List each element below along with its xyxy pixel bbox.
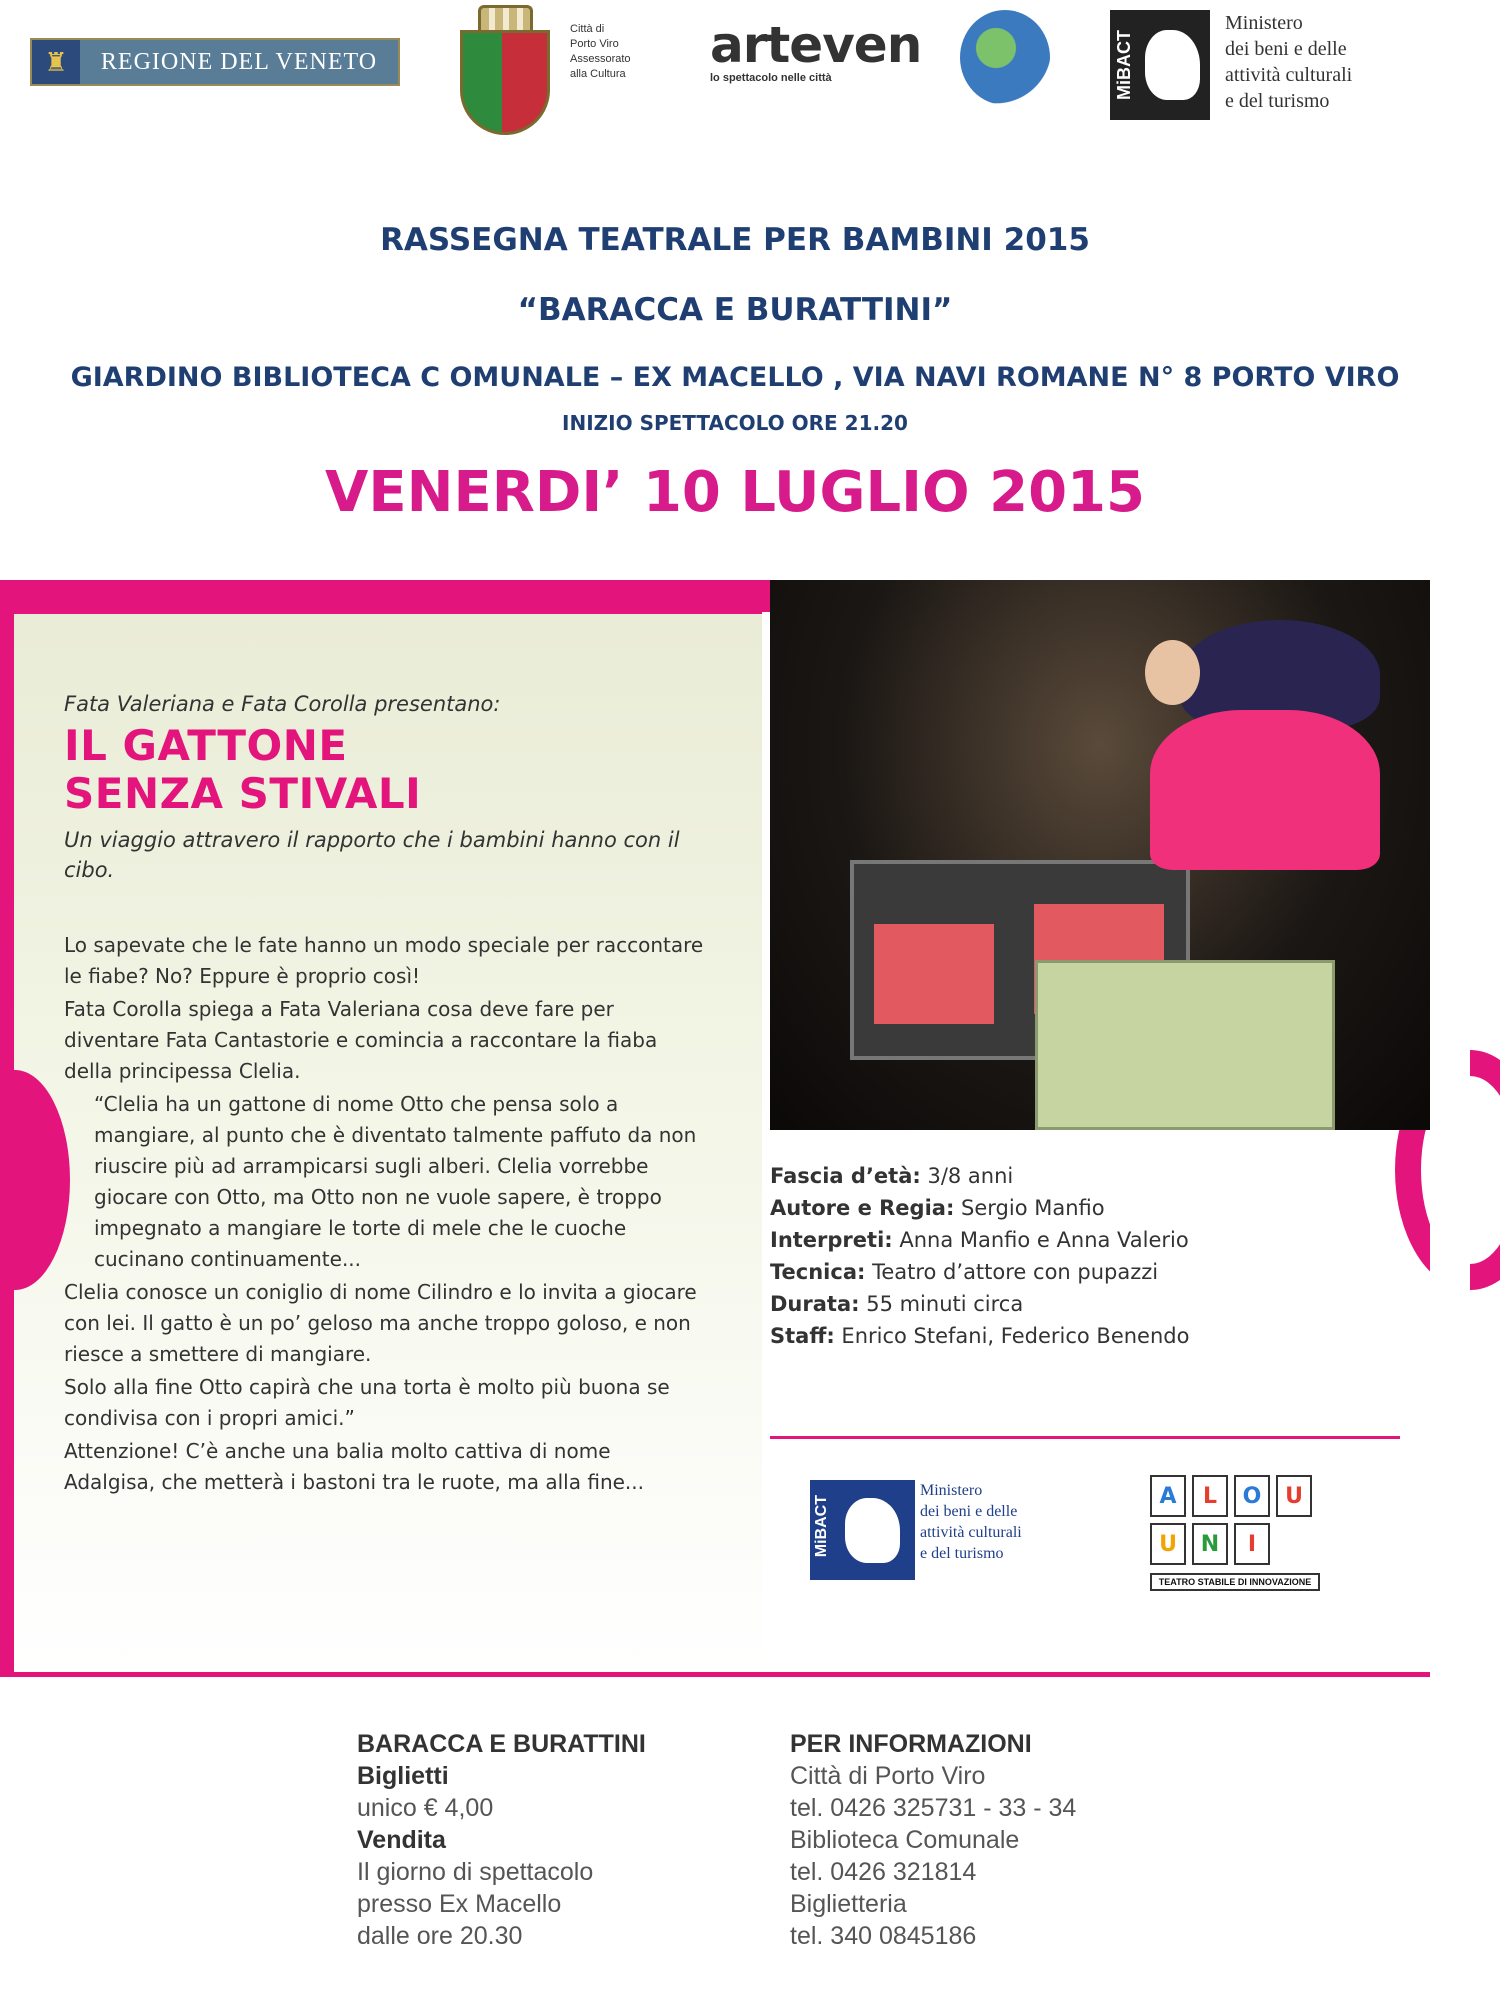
mibact-logo-flyer	[810, 1480, 1070, 1590]
mibact-logo-top	[1110, 10, 1410, 130]
footer-right-title: PER INFORMAZIONI	[790, 1730, 1032, 1758]
arteven-logo	[710, 16, 922, 98]
venue-address: GIARDINO BIBLIOTECA C OMUNALE – EX MACELLO , VIA NAVI ROMANE N° 8 PORTO VIRO	[70, 362, 1400, 393]
statue-head-icon	[845, 1498, 900, 1563]
alti-letter-grid: A L O U	[1150, 1475, 1320, 1517]
actress-face	[1145, 640, 1200, 705]
contact-info	[790, 1728, 1076, 1952]
porto-viro-text: Città di Porto Viro Assessorato alla Cultura	[570, 23, 631, 80]
stage-photo	[770, 580, 1430, 1130]
credit-row: Autore e Regia: Sergio Manfio	[770, 1196, 1105, 1220]
footer-left-title: BARACCA E BURATTINI	[357, 1730, 646, 1758]
credit-row: Tecnica: Teatro d’attore con pupazzi	[770, 1260, 1159, 1284]
flyer-right-margin	[1430, 580, 1470, 1677]
tickets-info	[357, 1728, 646, 1952]
globe-icon	[960, 10, 1050, 105]
sale-line: Il giorno di spettacolo	[357, 1858, 594, 1886]
globe-logo	[960, 10, 1070, 120]
mibact-mark-icon: MiBACT	[810, 1480, 915, 1580]
credit-row: Fascia d’età: 3/8 anni	[770, 1164, 1014, 1188]
description-paragraph: Solo alla fine Otto capirà che una torta è molto più buona se condivisa con i propri amici.”	[64, 1375, 670, 1430]
coat-of-arms-icon	[460, 30, 550, 135]
show-flyer	[0, 580, 1470, 1677]
arteven-tagline: lo spettacolo nelle città	[710, 72, 832, 84]
tickets-label: Biglietti	[357, 1762, 449, 1790]
show-credits	[770, 1160, 1189, 1352]
sale-line: presso Ex Macello	[357, 1890, 562, 1918]
credit-row: Interpreti: Anna Manfio e Anna Valerio	[770, 1228, 1189, 1252]
festival-name: “BARACCA E BURATTINI”	[517, 292, 953, 328]
description-paragraph: Lo sapevate che le fate hanno un modo speciale per raccontare le fiabe? No? Eppure è proprio così!	[64, 933, 704, 988]
pink-divider	[770, 1436, 1400, 1439]
tickets-price: unico € 4,00	[357, 1794, 494, 1822]
credit-row: Durata: 55 minuti circa	[770, 1292, 1024, 1316]
description-paragraph: Attenzione! C’è anche una balia molto cattiva di nome Adalgisa, che metterà i bastoni tra le ruote, ma alla fine...	[64, 1439, 644, 1494]
event-header	[0, 220, 1470, 528]
contact-phone: tel. 0426 325731 - 33 - 34	[790, 1794, 1077, 1822]
contact-phone: tel. 340 0845186	[790, 1922, 977, 1950]
ministero-text: Ministero dei beni e delle attività culturali e del turismo	[920, 1482, 1022, 1562]
arteven-name: arteven	[710, 16, 922, 74]
sale-line: dalle ore 20.30	[357, 1922, 523, 1950]
description-paragraph: Clelia conosce un coniglio di nome Cilindro e lo invita a giocare con lei. Il gatto è un po’ geloso ma anche troppo goloso, e non riesce a smettere di mangiare.	[64, 1280, 697, 1366]
porto-viro-logo	[440, 0, 670, 160]
show-title: IL GATTONE SENZA STIVALI	[64, 721, 422, 818]
description-paragraph: “Clelia ha un gattone di nome Otto che pensa solo a mangiare, al punto che è diventato talmente paffuto da non riuscire più ad arrampicarsi sugli alberi. Clelia vorrebbe giocare con Otto, ma Otto non ne vuole sapere, è troppo impegnato a mangiare le torte di mele che le cuoche cucinano continuamente...	[94, 1092, 697, 1271]
presenters-line: Fata Valeriana e Fata Corolla presentano:	[64, 692, 501, 716]
sale-label: Vendita	[357, 1826, 446, 1854]
actress-pink-skirt	[1150, 710, 1380, 870]
credit-row: Staff: Enrico Stefani, Federico Benendo	[770, 1324, 1190, 1348]
festival-title: RASSEGNA TEATRALE PER BAMBINI 2015	[380, 222, 1090, 258]
contact-phone: tel. 0426 321814	[790, 1858, 977, 1886]
regione-veneto-logo	[30, 38, 400, 86]
statue-head-icon	[1145, 30, 1200, 100]
lion-crest-icon: ♜	[32, 40, 80, 84]
alti-uni-logo: A L O U U N I TEATRO STABILE DI INNOVAZIONE	[1150, 1475, 1320, 1615]
stage-green-box	[1035, 960, 1335, 1130]
description-paragraph: Fata Corolla spiega a Fata Valeriana cosa deve fare per diventare Fata Cantastorie e comincia a raccontare la fiaba della principessa Clelia.	[64, 997, 658, 1083]
event-date: VENERDI’ 10 LUGLIO 2015	[325, 460, 1145, 525]
start-time: INIZIO SPETTACOLO ORE 21.20	[562, 411, 908, 435]
regione-veneto-label: REGIONE DEL VENETO	[80, 40, 398, 84]
mibact-mark-icon: MiBACT	[1110, 10, 1210, 120]
ministero-text: Ministero dei beni e delle attività culturali e del turismo	[1225, 12, 1353, 112]
contact-line: Città di Porto Viro	[790, 1762, 986, 1790]
show-subtitle: Un viaggio attravero il rapporto che i bambini hanno con il cibo.	[64, 828, 680, 882]
contact-line: Biglietteria	[790, 1890, 907, 1918]
show-description	[64, 930, 704, 1500]
alti-caption: TEATRO STABILE DI INNOVAZIONE	[1150, 1573, 1320, 1591]
contact-line: Biblioteca Comunale	[790, 1826, 1020, 1854]
